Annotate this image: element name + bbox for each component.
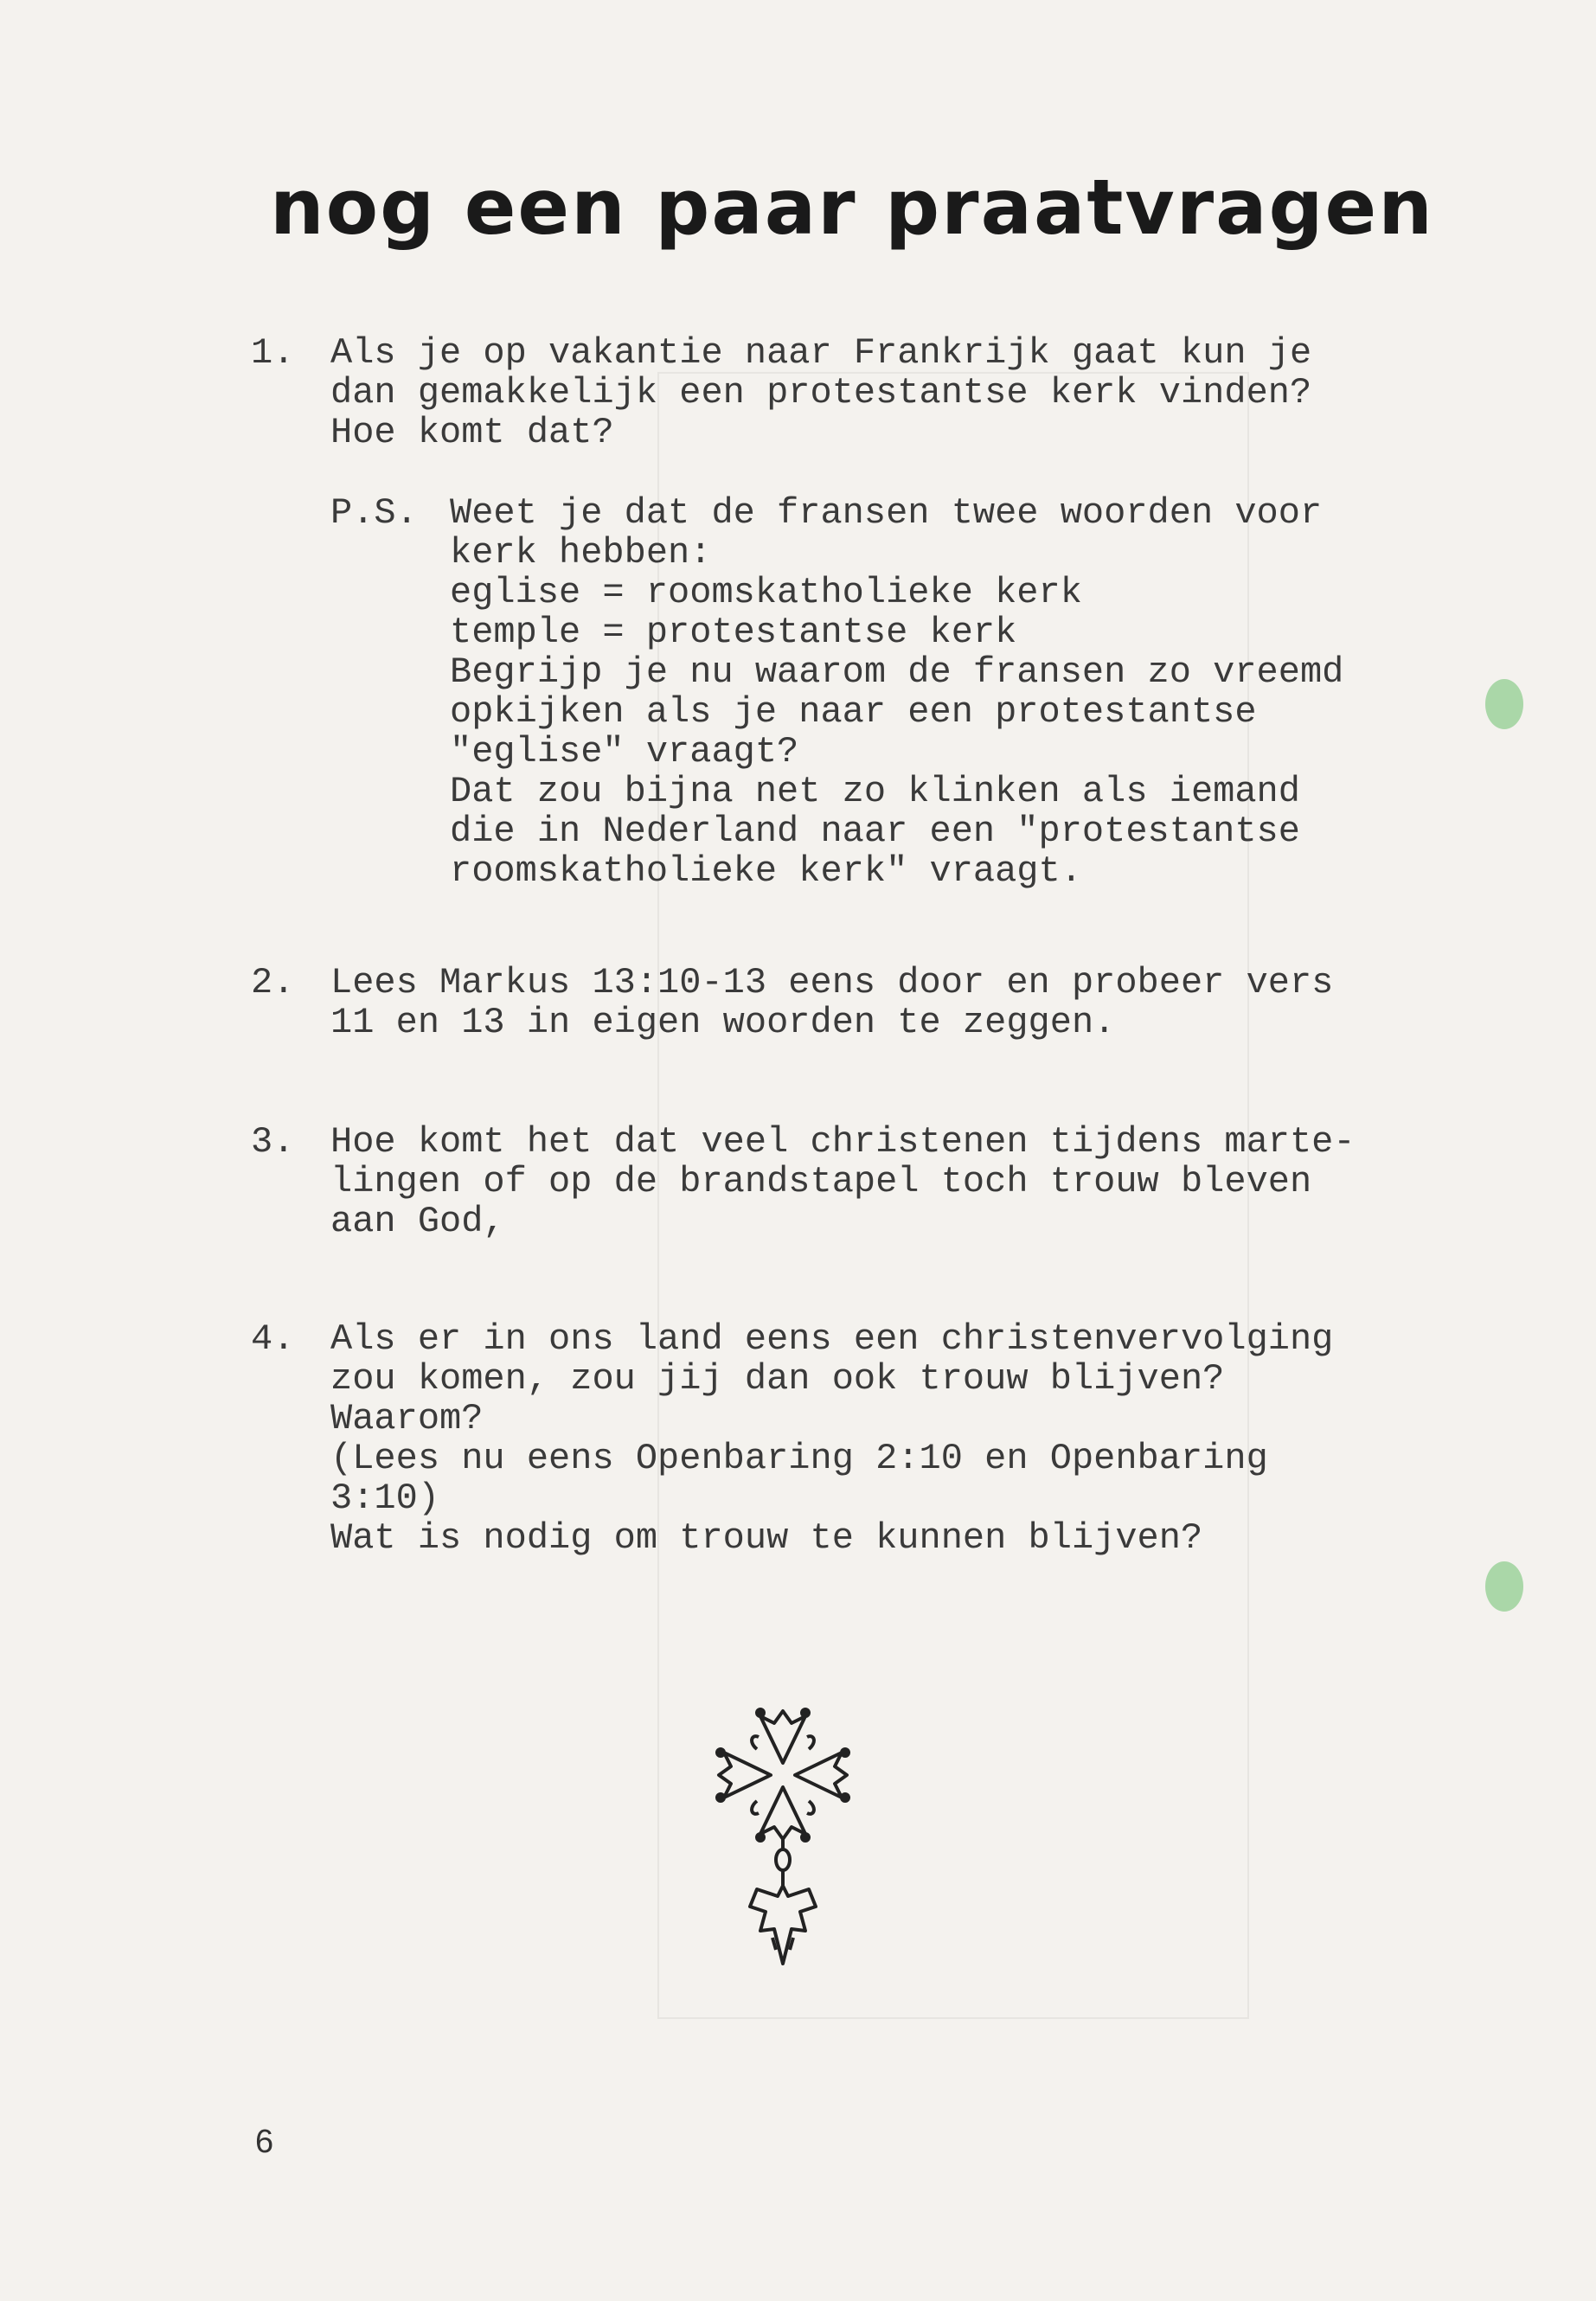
question-line: zou komen, zou jij dan ook trouw blijven?: [330, 1358, 1225, 1400]
question-line: 11 en 13 in eigen woorden te zeggen.: [330, 1002, 1116, 1043]
page-title: nog een paar praatvragen: [270, 163, 1434, 252]
question-line: Als je op vakantie naar Frankrijk gaat kun je: [330, 332, 1312, 374]
ps-line: Dat zou bijna net zo klinken als iemand: [450, 771, 1300, 812]
question-line: Hoe komt dat?: [330, 412, 614, 453]
ps-line: temple = protestantse kerk: [450, 612, 1017, 653]
ps-line: kerk hebben:: [450, 532, 712, 574]
punch-hole-mark: [1485, 1561, 1523, 1612]
ps-line: "eglise" vraagt?: [450, 731, 799, 772]
question-line: Hoe komt het dat veel christenen tijdens marte-: [330, 1121, 1356, 1163]
ps-line: opkijken als je naar een protestantse: [450, 691, 1257, 733]
question-line: Wat is nodig om trouw te kunnen blijven?: [330, 1517, 1203, 1559]
ps-line: eglise = roomskatholieke kerk: [450, 572, 1082, 613]
question-number: 3.: [251, 1121, 295, 1163]
page-number: 6: [255, 2124, 274, 2160]
ps-line: die in Nederland naar een "protestantse: [450, 811, 1300, 852]
question-line: aan God,: [330, 1201, 505, 1242]
question-line: Lees Markus 13:10-13 eens door en probeer vers: [330, 962, 1334, 1003]
question-number: 2.: [251, 962, 295, 1003]
ps-line: Begrijp je nu waarom de fransen zo vreemd: [450, 651, 1344, 693]
question-line: Waarom?: [330, 1398, 484, 1439]
punch-hole-mark: [1485, 679, 1523, 729]
ps-label: P.S.: [330, 492, 418, 534]
question-number: 1.: [251, 332, 295, 374]
question-line: lingen of op de brandstapel toch trouw bleven: [330, 1161, 1312, 1202]
ps-line: roomskatholieke kerk" vraagt.: [450, 850, 1082, 892]
huguenot-cross-icon: [705, 1704, 861, 1981]
ps-line: Weet je dat de fransen twee woorden voor: [450, 492, 1323, 534]
question-line: (Lees nu eens Openbaring 2:10 en Openbaring: [330, 1438, 1268, 1479]
question-line: dan gemakkelijk een protestantse kerk vinden?: [330, 372, 1312, 413]
question-number: 4.: [251, 1318, 295, 1360]
question-line: 3:10): [330, 1477, 440, 1519]
question-line: Als er in ons land eens een christenvervolging: [330, 1318, 1334, 1360]
